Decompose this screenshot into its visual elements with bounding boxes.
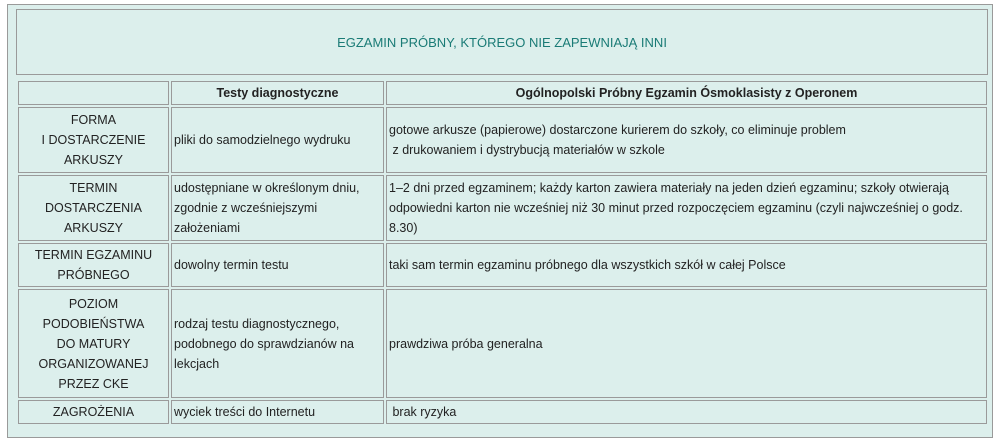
cell-operon-delivery: 1–2 dni przed egzaminem; każdy karton zawiera materiały na jeden dzień egzaminu; szkoły otwierają odpowiedni karton nie wcześniej niż 30 minut przed rozpoczęciem egzaminu (czyli najwcześniej o godz. 8.30) bbox=[386, 175, 987, 241]
row-label-line: POZIOM bbox=[68, 296, 119, 311]
row-label-line: PODOBIEŃSTWA bbox=[42, 316, 145, 331]
row-label-line: TERMIN bbox=[69, 181, 118, 195]
cell-line: z drukowaniem i dystrybucją materiałów w szkole bbox=[389, 143, 665, 157]
cell-operon-similarity: prawdziwa próba generalna bbox=[386, 289, 987, 398]
row-label-line: DO MATURY bbox=[56, 336, 131, 351]
row-label-threats: ZAGROŻENIA bbox=[18, 400, 169, 424]
row-label-form bbox=[18, 107, 169, 173]
table-row bbox=[18, 107, 987, 173]
row-label-line: PRZEZ CKE bbox=[58, 376, 129, 391]
cell-line: zgodnie z wcześniejszymi bbox=[174, 201, 318, 215]
header-diagnostic-tests: Testy diagnostyczne bbox=[171, 81, 384, 105]
row-label-exam-date bbox=[18, 243, 169, 287]
header-empty-cell bbox=[18, 81, 169, 105]
cell-line: założeniami bbox=[174, 221, 241, 235]
row-label-line: TERMIN EGZAMINU bbox=[34, 248, 153, 262]
table-row bbox=[18, 289, 987, 398]
cell-line: gotowe arkusze (papierowe) dostarczone kurierem do szkoły, co eliminuje problem bbox=[389, 123, 846, 137]
table-header-row bbox=[18, 81, 987, 105]
cell-diagnostic-exam-date: dowolny termin testu bbox=[171, 243, 384, 287]
row-label-similarity bbox=[18, 289, 169, 398]
cell-diagnostic-similarity: rodzaj testu diagnostycznego, podobnego do sprawdzianów na lekcjach bbox=[171, 289, 384, 398]
cell-diagnostic-threats: wyciek treści do Internetu bbox=[171, 400, 384, 424]
cell-operon-form bbox=[386, 107, 987, 173]
table-title: EGZAMIN PRÓBNY, KTÓREGO NIE ZAPEWNIAJĄ INNI bbox=[16, 9, 988, 75]
row-label-line: ORGANIZOWANEJ bbox=[38, 356, 149, 371]
cell-diagnostic-delivery bbox=[171, 175, 384, 241]
cell-operon-threats: brak ryzyka bbox=[386, 400, 987, 424]
table-row bbox=[18, 400, 987, 424]
header-operon-exam: Ogólnopolski Próbny Egzamin Ósmoklasisty z Operonem bbox=[386, 81, 987, 105]
row-label-line: FORMA bbox=[70, 113, 117, 127]
row-label-line: ARKUSZY bbox=[63, 221, 124, 235]
cell-line: udostępniane w określonym dniu, bbox=[174, 181, 360, 195]
row-label-delivery-date bbox=[18, 175, 169, 241]
comparison-frame bbox=[7, 4, 993, 438]
cell-operon-exam-date: taki sam termin egzaminu próbnego dla wszystkich szkół w całej Polsce bbox=[386, 243, 987, 287]
row-label-line: DOSTARCZENIA bbox=[45, 201, 142, 215]
table-row bbox=[18, 175, 987, 241]
cell-diagnostic-form: pliki do samodzielnego wydruku bbox=[171, 107, 384, 173]
row-label-line: PRÓBNEGO bbox=[57, 268, 130, 282]
comparison-table bbox=[16, 79, 989, 426]
row-label-line: ARKUSZY bbox=[63, 153, 124, 167]
table-row bbox=[18, 243, 987, 287]
row-label-line: I DOSTARCZENIE bbox=[41, 133, 146, 147]
